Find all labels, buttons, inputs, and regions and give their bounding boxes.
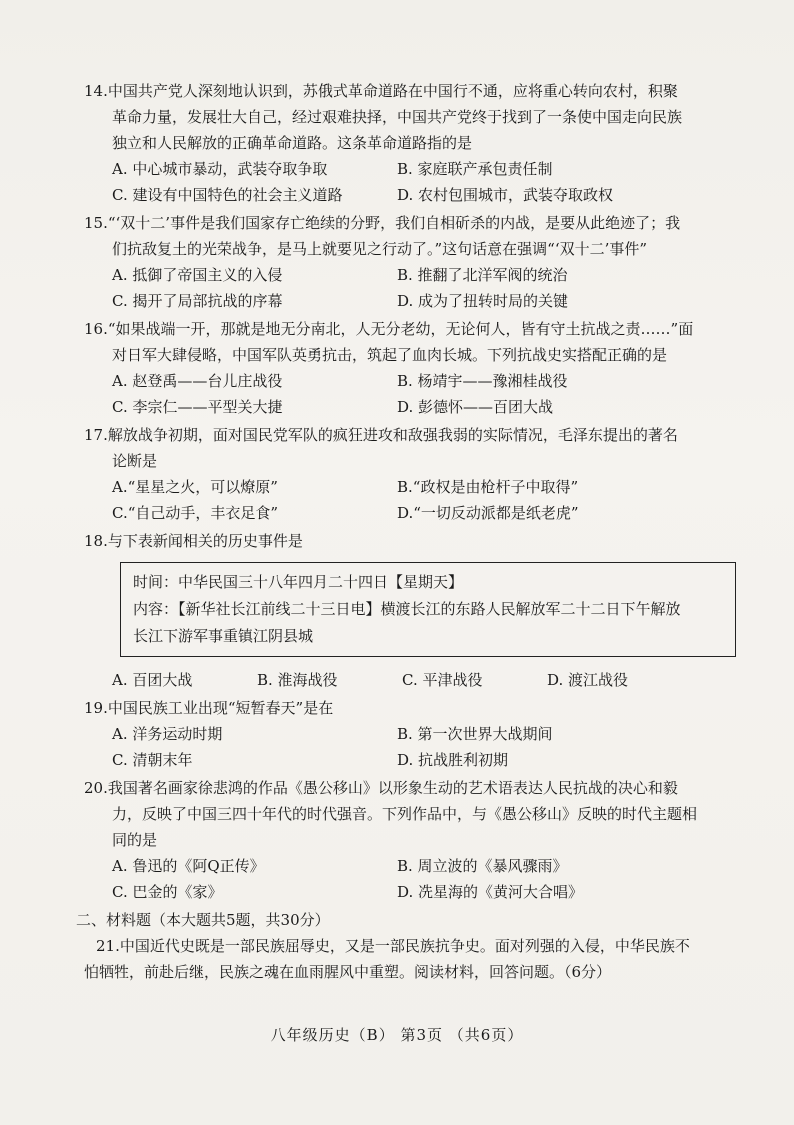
question-text: 中国共产党人深刻地认识到，苏俄式革命道路在中国行不通，应将重心转向农村，积聚 <box>107 82 678 100</box>
option-c: C. 平津战役 <box>402 671 483 689</box>
option-b: B. 淮海战役 <box>257 671 338 689</box>
news-content-cont: 长江下游军事重镇江阴县城 <box>133 627 314 645</box>
option-a: A. 鲁迅的《阿Q正传》 <box>112 857 265 875</box>
options-row <box>84 288 748 314</box>
news-time: 时间：中华民国三十八年四月二十四日【星期天】 <box>133 573 464 591</box>
option-d: D. 冼星海的《黄河大合唱》 <box>397 883 584 901</box>
question-15-line-2: 们抗敌复土的光荣战争，是马上就要见之行动了。”这句话意在强调“‘双十二’事件” <box>112 240 648 258</box>
question-content <box>76 78 748 985</box>
option-a: A. 百团大战 <box>112 671 193 689</box>
option-c: C. 揭开了局部抗战的序幕 <box>112 292 283 310</box>
option-a: A.“星星之火，可以燎原” <box>112 478 278 496</box>
option-c: C. 李宗仁——平型关大捷 <box>112 398 283 416</box>
question-16-line-1 <box>84 316 748 342</box>
question-14-line-1 <box>84 78 748 104</box>
option-c: C. 清朝末年 <box>112 751 193 769</box>
question-21-line-2: 怕牺牲，前赴后继，民族之魂在血雨腥风中重塑。阅读材料，回答问题。（6分） <box>84 963 612 981</box>
question-20 <box>84 775 748 905</box>
options-row <box>84 182 748 208</box>
question-number: 18. <box>84 532 108 550</box>
options-row <box>84 262 748 288</box>
question-14-line-2: 革命力量，发展壮大自己，经过艰难抉择，中国共产党终于找到了一条使中国走向民族 <box>112 108 683 126</box>
question-16-line-2: 对日军大肆侵略，中国军队英勇抗击，筑起了血肉长城。下列抗战史实搭配正确的是 <box>112 346 668 364</box>
question-17-line-1 <box>84 422 748 448</box>
option-a: A. 中心城市暴动，武装夺取争取 <box>112 160 328 178</box>
question-19 <box>84 695 748 773</box>
options-row <box>84 368 748 394</box>
question-14-line-3: 独立和人民解放的正确革命道路。这条革命道路指的是 <box>112 134 473 152</box>
question-20-line-3: 同的是 <box>112 831 158 849</box>
option-d: D. 彭德怀——百团大战 <box>397 398 554 416</box>
options-row <box>84 500 748 526</box>
question-number: 15. <box>84 214 108 232</box>
option-b: B.“政权是由枪杆子中取得” <box>397 478 579 496</box>
option-c: C.“自己动手，丰衣足食” <box>112 504 279 522</box>
question-15 <box>84 210 748 314</box>
option-d: D.“一切反动派都是纸老虎” <box>397 504 579 522</box>
question-text: 我国著名画家徐悲鸿的作品《愚公移山》以形象生动的艺术语表达人民抗战的决心和毅 <box>107 779 678 797</box>
question-number: 21. <box>96 937 120 955</box>
options-row <box>84 747 748 773</box>
options-row <box>84 474 748 500</box>
question-20-line-1 <box>84 775 748 801</box>
question-text: 中国近代史既是一部民族屈辱史，又是一部民族抗争史。面对列强的入侵，中华民族不 <box>119 937 690 955</box>
news-box <box>120 562 736 657</box>
options-row <box>84 667 748 693</box>
option-c: C. 巴金的《家》 <box>112 883 223 901</box>
question-21 <box>84 933 748 985</box>
question-number: 17. <box>84 426 108 444</box>
option-a: A. 赵登禹——台儿庄战役 <box>112 372 283 390</box>
option-b: B. 家庭联产承包责任制 <box>397 160 553 178</box>
question-15-line-1 <box>84 210 748 236</box>
question-number: 14. <box>84 82 108 100</box>
page-footer: 八年级历史（B） 第3页 （共6页） <box>270 1026 524 1044</box>
option-d: D. 成为了扭转时局的关键 <box>397 292 569 310</box>
option-a: A. 抵御了帝国主义的入侵 <box>112 266 283 284</box>
question-20-line-2: 力，反映了中国三四十年代的时代强音。下列作品中，与《愚公移山》反映的时代主题相 <box>112 805 698 823</box>
option-a: A. 洋务运动时期 <box>112 725 223 743</box>
options-row <box>84 156 748 182</box>
question-number: 19. <box>84 699 108 717</box>
options-row <box>84 721 748 747</box>
question-14 <box>84 78 748 208</box>
question-19-line-1 <box>84 695 748 721</box>
option-c: C. 建设有中国特色的社会主义道路 <box>112 186 343 204</box>
options-row <box>84 853 748 879</box>
question-text: “‘双十二’事件是我们国家存亡绝续的分野，我们自相斫杀的内战，是要从此绝迹了；我 <box>107 214 681 232</box>
question-text: 解放战争初期，面对国民党军队的疯狂进攻和敌强我弱的实际情况，毛泽东提出的著名 <box>107 426 678 444</box>
section-heading: 二、材料题（本大题共5题，共30分） <box>76 911 330 929</box>
question-number: 16. <box>84 320 108 338</box>
options-row <box>84 879 748 905</box>
question-16 <box>84 316 748 420</box>
news-content: 内容：【新华社长江前线二十三日电】横渡长江的东路人民解放军二十二日下午解放 <box>133 600 681 618</box>
options-row <box>84 394 748 420</box>
question-number: 20. <box>84 779 108 797</box>
question-text: 与下表新闻相关的历史事件是 <box>107 532 303 550</box>
option-b: B. 周立波的《暴风骤雨》 <box>397 857 568 875</box>
question-17-line-2: 论断是 <box>112 452 158 470</box>
option-d: D. 抗战胜利初期 <box>397 751 509 769</box>
option-b: B. 推翻了北洋军阀的统治 <box>397 266 568 284</box>
question-18 <box>84 528 748 693</box>
option-d: D. 农村包围城市，武装夺取政权 <box>397 186 614 204</box>
option-d: D. 渡江战役 <box>547 671 629 689</box>
question-text: “如果战端一开，那就是地无分南北，人无分老幼，无论何人，皆有守土抗战之责……”面 <box>107 320 694 338</box>
option-b: B. 第一次世界大战期间 <box>397 725 553 743</box>
question-text: 中国民族工业出现“短暂春天”是在 <box>107 699 334 717</box>
question-17 <box>84 422 748 526</box>
question-21-line-1 <box>84 933 748 959</box>
option-b: B. 杨靖宇——豫湘桂战役 <box>397 372 568 390</box>
question-18-line-1 <box>84 528 748 554</box>
